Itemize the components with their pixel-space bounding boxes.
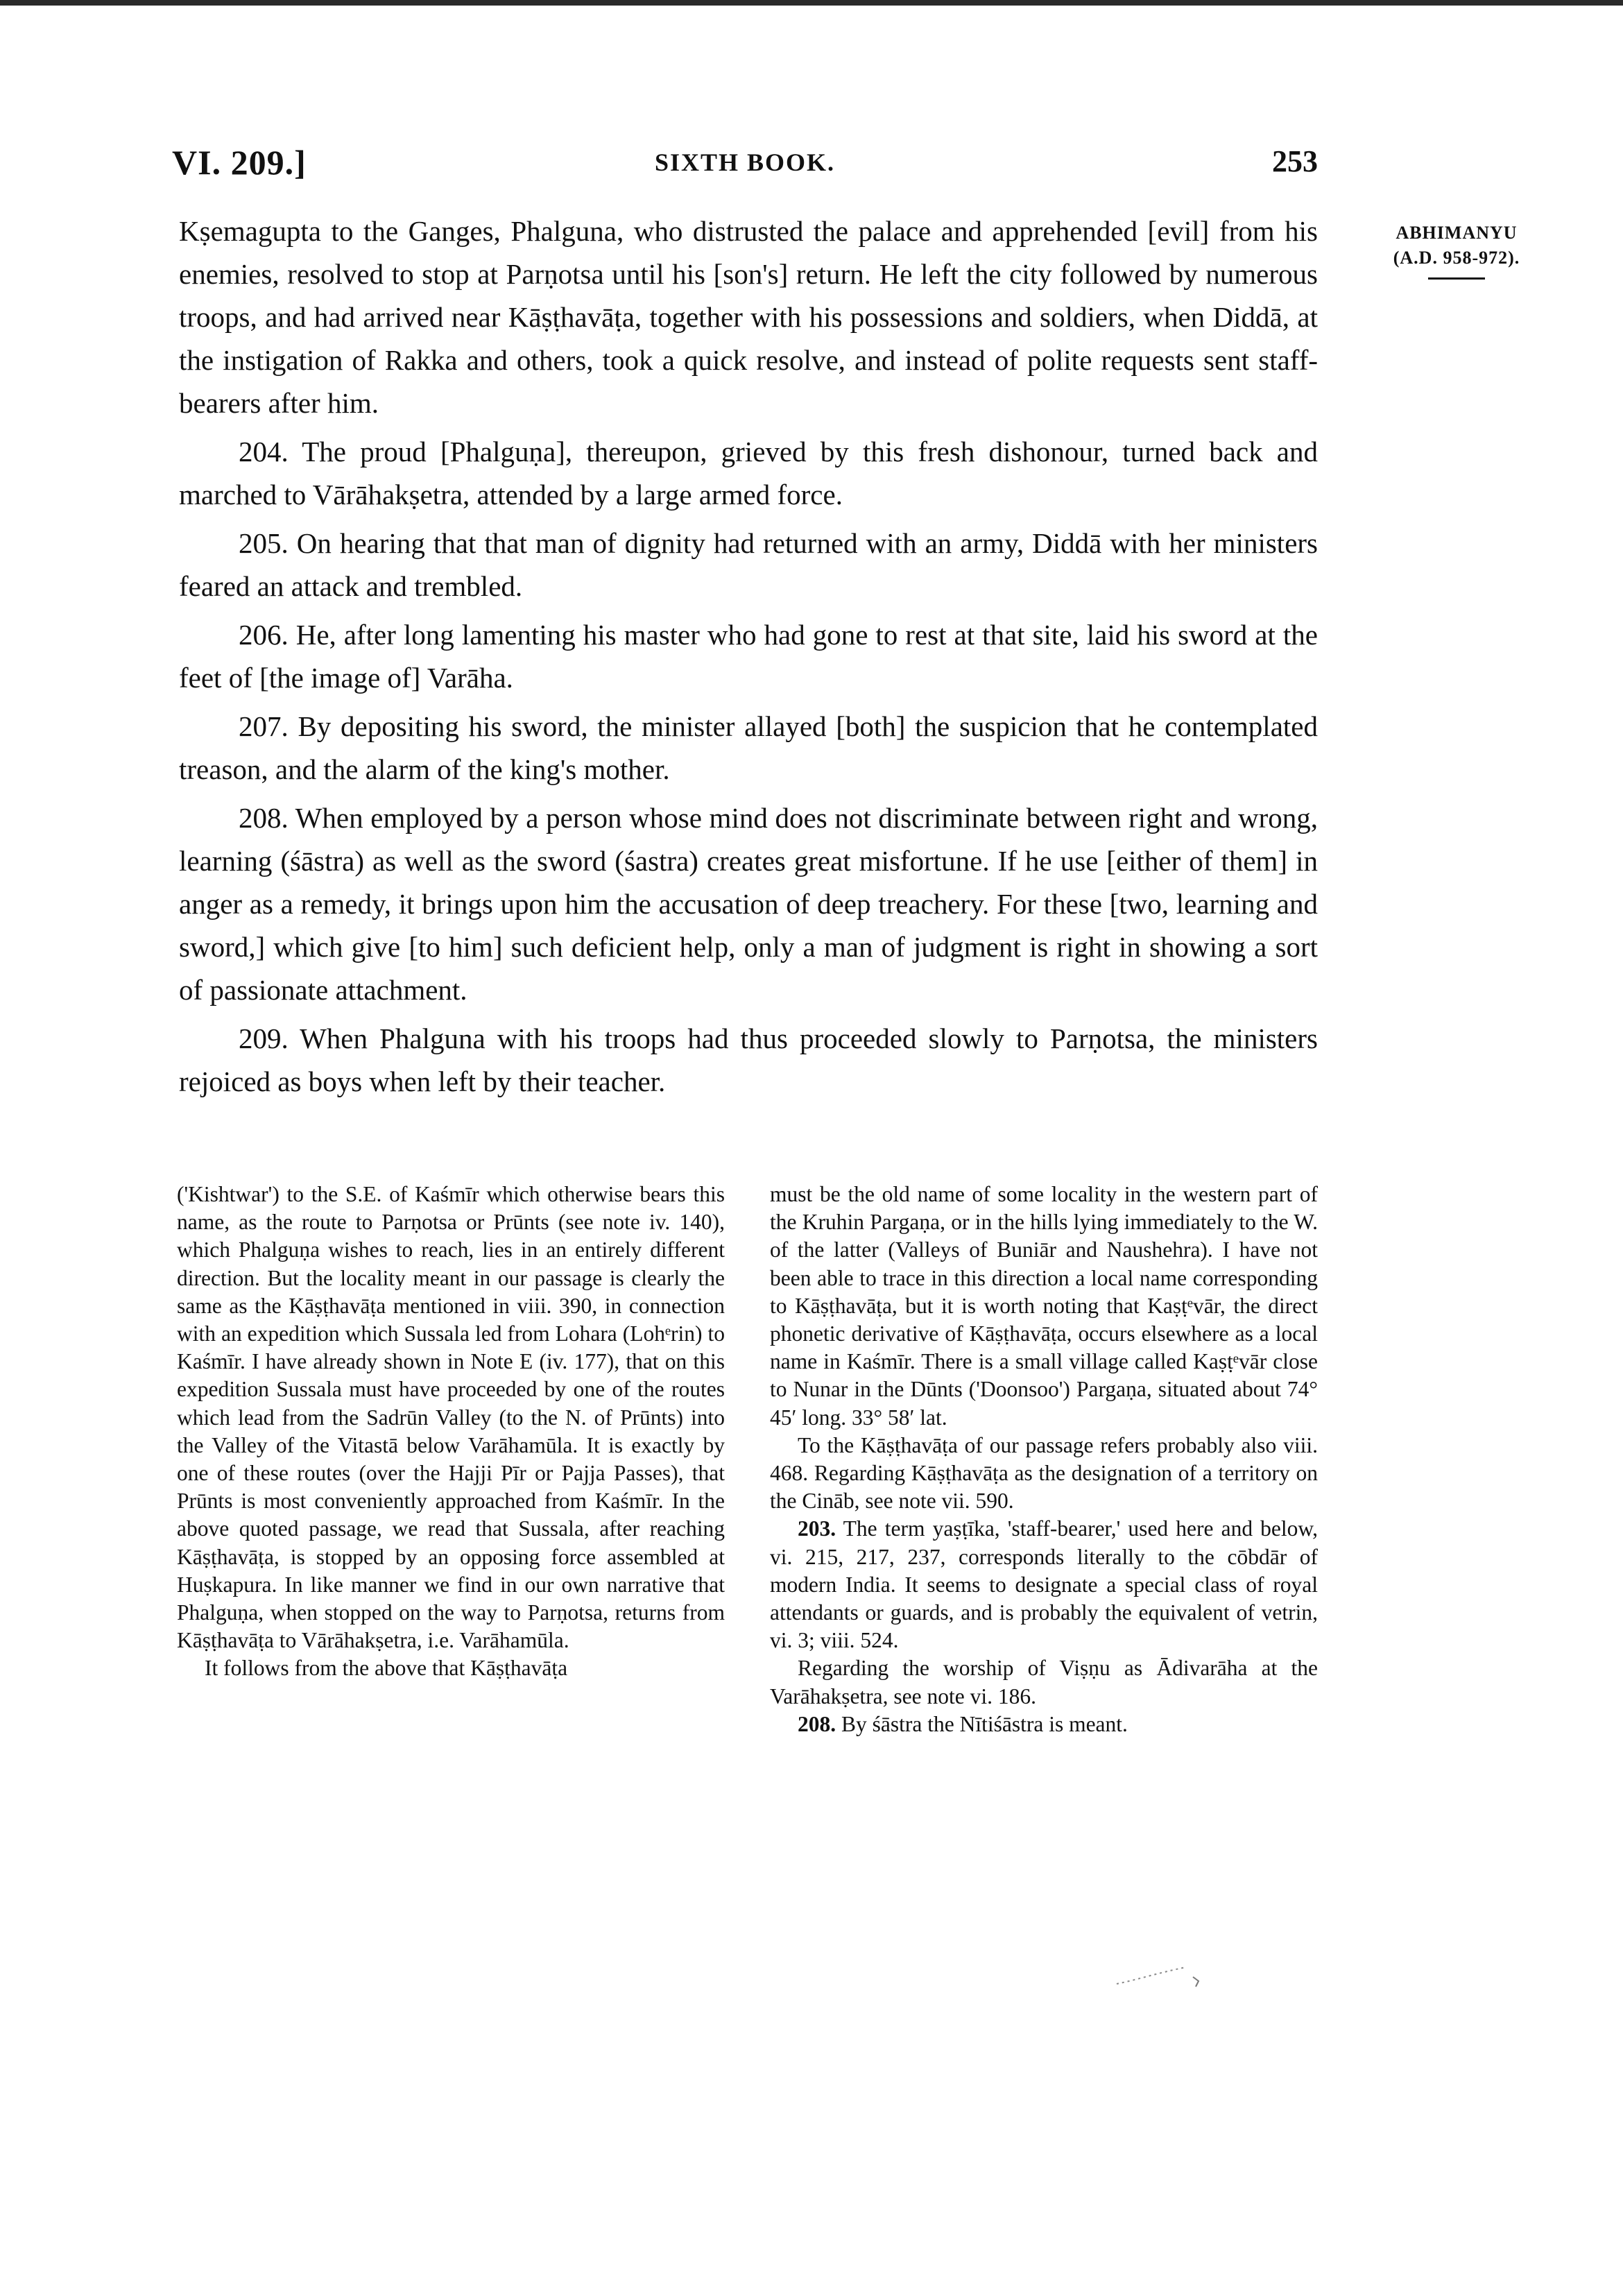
footnote-number: 208.	[798, 1711, 836, 1736]
footnote-paragraph: To the Kāṣṭhavāṭa of our passage refers probably also viii. 468. Regarding Kāṣṭhavāṭa as the designation of a territory on the Cināb, see note vii. 590.	[770, 1432, 1318, 1514]
footnote-208	[770, 1711, 1318, 1738]
footnote-text: By śāstra the Nītiśāstra is meant.	[841, 1711, 1128, 1736]
footnote-paragraph: ('Kishtwar') to the S.E. of Kaśmīr which otherwise bears this name, as the route to Parṇotsa or Prūnts (see note iv. 140), which Phalguṇa wishes to reach, lies in an entirely different direction. But the locality meant in our passage is clearly the same as the Kāṣṭhavāṭa mentioned in viii. 390, in connection with an expedition which Sussala led from Lohara (Lohᵉrin) to Kaśmīr. I have already shown in Note E (iv. 177), that on this expedition Sussala must have proceeded by one of the routes which lead from the Sadrūn Valley (to the N. of Prūnts) into the Valley of the Vitastā below Varāhamūla. It is exactly by one of these routes (over the Hajji Pīr or Pajja Passes), that Prūnts is most conveniently approached from Kaśmīr. In the above quoted passage, we read that Sussala, after reaching Kāṣṭhavāṭa, is stopped by an opposing force assembled at Huṣkapura. In like manner we find in our own narrative that Phalguṇa, when stopped on the way to Parṇotsa, returns from Kāṣṭhavāṭa to Vārāhakṣetra, i.e. Varāhamūla.	[177, 1182, 725, 1653]
footnote-paragraph: must be the old name of some locality in the western part of the Kruhin Pargaṇa, or in the hills lying immediately to the W. of the latter (Valleys of Buniār and Naushehra). I have not been able to trace in this direction a local name corresponding to Kāṣṭhavāṭa, but it is worth noting that Kaṣṭᵉvār, the direct phonetic derivative of Kāṣṭhavāṭa, occurs elsewhere as a local name in Kaśmīr. There is a small village called Kaṣṭᵉvār close to Nunar in the Dūnts ('Doonsoo') Pargaṇa, situated about 74° 45′ long. 33° 58′ lat.	[770, 1182, 1318, 1430]
margin-note-king: ABHIMANYU	[1396, 223, 1518, 243]
margin-note	[1352, 221, 1561, 280]
verse-206: 206. He, after long lamenting his master who had gone to rest at that site, laid his sword at the feet of [the image of] Varāha.	[179, 619, 1318, 694]
footnote-text: The term yaṣṭīka, 'staff-bearer,' used here and below, vi. 215, 217, 237, corresponds literally to the cōbdār of modern India. It seems to designate a special class of royal attendants or guards, and is probably the equivalent of vetrin, vi. 3; viii. 524.	[770, 1516, 1318, 1653]
page-number: 253	[1272, 144, 1318, 178]
verse-207: 207. By depositing his sword, the minister allayed [both] the suspicion that he contemplated treason, and the alarm of the king's mother.	[179, 710, 1318, 785]
margin-note-dates: (A.D. 958-972).	[1393, 248, 1520, 268]
footnote-paragraph: It follows from the above that Kāṣṭhavāṭa	[205, 1656, 568, 1681]
verse-205: 205. On hearing that that man of dignity had returned with an army, Diddā with her ministers feared an attack and trembled.	[179, 527, 1318, 602]
running-header	[172, 142, 1318, 191]
verse-208: 208. When employed by a person whose mind does not discriminate between right and wrong, learning (śāstra) as well as the sword (śastra) creates great misfortune. If he use [either of them] in anger as a remedy, it brings upon him the accusation of deep treachery. For these [two, learning and sword,] which give [to him] such deficient help, only a man of judgment is right in showing a sort of passionate attachment.	[179, 802, 1318, 1006]
book-title: SIXTH BOOK.	[654, 148, 836, 176]
footnote-paragraph: Regarding the worship of Viṣṇu as Ādivarāha at the Varāhakṣetra, see note vi. 186.	[770, 1656, 1318, 1708]
footnotes	[177, 1181, 1318, 1738]
verse-209: 209. When Phalguna with his troops had thus proceeded slowly to Parṇotsa, the ministers rejoiced as boys when left by their teacher.	[179, 1022, 1318, 1097]
footnote-column-left	[177, 1181, 725, 1738]
main-text	[179, 209, 1318, 1103]
footnote-column-right	[770, 1181, 1318, 1738]
footnote-number: 203.	[798, 1516, 836, 1541]
scan-speck	[1110, 1963, 1221, 1991]
page-top-edge	[0, 0, 1623, 6]
verse-204: 204. The proud [Phalguṇa], thereupon, grieved by this fresh dishonour, turned back and marched to Vārāhakṣetra, attended by a large armed force.	[179, 436, 1318, 511]
footnote-203	[770, 1515, 1318, 1654]
verse-continuation: Kṣemagupta to the Ganges, Phalguna, who distrusted the palace and apprehended [evil] from his enemies, resolved to stop at Parṇotsa until his [son's] return. He left the city followed by numerous troops, and had arrived near Kāṣṭhavāṭa, together with his possessions and soldiers, when Diddā, at the instigation of Rakka and others, took a quick resolve, and instead of polite requests sent staff-bearers after him.	[179, 215, 1318, 419]
margin-note-rule	[1428, 277, 1485, 280]
section-reference: VI. 209.]	[172, 143, 307, 182]
